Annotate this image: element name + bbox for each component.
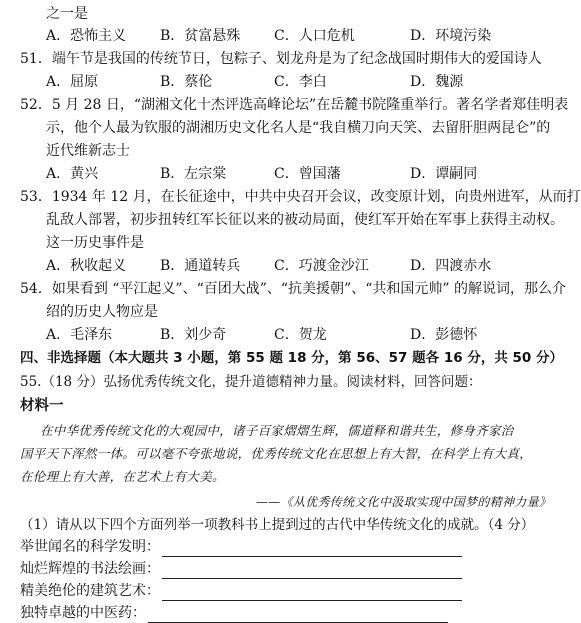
q53-option-a[interactable]: A．秋收起义 (46, 258, 127, 274)
q54-stem-line-2: 绍的历史人物应是 (46, 304, 158, 320)
q51-option-d[interactable]: D．魏源 (410, 74, 464, 90)
material-line-3: 在伦理上有大善，在艺术上有大美。 (20, 469, 225, 484)
q52-option-c[interactable]: C．曾国藩 (274, 166, 341, 182)
q51-option-c[interactable]: C．李白 (274, 74, 327, 90)
q50-options (46, 26, 546, 46)
q52-stem-line-2: 示，他个人最为钦服的湖湘历史文化名人是“我自横刀向天笑、去留肝胆两昆仑”的 (46, 120, 551, 136)
fill-row-3 (20, 581, 462, 601)
fill-label-4: 独特卓越的中医药： (20, 605, 146, 621)
q50-option-b[interactable]: B．贫富悬殊 (160, 28, 241, 44)
fill-label-2: 灿烂辉煌的书法绘画： (20, 561, 160, 577)
answer-blank-3[interactable] (162, 586, 462, 601)
q52-option-b[interactable]: B．左宗棠 (160, 166, 227, 182)
material-source: ——《从优秀传统文化中汲取实现中国梦的精神力量》 (256, 495, 552, 509)
q51-option-a[interactable]: A．屈原 (46, 74, 99, 90)
material-label: 材料一 (20, 398, 64, 414)
q54-options (46, 325, 546, 345)
q51-option-b[interactable]: B．蔡伦 (160, 74, 213, 90)
answer-blank-4[interactable] (148, 608, 448, 623)
q53-option-d[interactable]: D．四渡赤水 (410, 258, 492, 274)
q53-option-c[interactable]: C．巧渡金沙江 (274, 258, 369, 274)
fill-row-2 (20, 559, 462, 579)
q54-option-b[interactable]: B．刘少奇 (160, 327, 227, 343)
answer-blank-1[interactable] (162, 542, 462, 557)
fill-row-1 (20, 537, 462, 557)
q52-stem-line-3: 近代维新志士 (46, 143, 130, 159)
q50-stem-end: 之一是 (46, 6, 88, 22)
q50-option-a[interactable]: A．恐怖主义 (46, 28, 127, 44)
fill-label-1: 举世闻名的科学发明： (20, 539, 160, 555)
q51-stem: 51．端午节是我国的传统节日，包粽子、划龙舟是为了纪念战国时期伟大的爱国诗人 (20, 51, 542, 67)
q53-stem-line-3: 这一历史事件是 (46, 235, 144, 251)
material-line-2: 国平天下浑然一体。可以毫不夸张地说，优秀传统文化在思想上有大智，在科学上有大真， (20, 446, 533, 461)
q53-options (46, 256, 546, 276)
q54-option-a[interactable]: A．毛泽东 (46, 327, 113, 343)
q54-option-d[interactable]: D．彭德怀 (410, 327, 478, 343)
q52-option-a[interactable]: A．黄兴 (46, 166, 99, 182)
q51-options (46, 72, 546, 92)
q54-option-c[interactable]: C．贺龙 (274, 327, 327, 343)
q52-stem-line-1: 52．5 月 28 日，“湖湘文化十杰评选高峰论坛”在岳麓书院隆重举行。著名学者郑佳明表 (20, 97, 569, 113)
answer-blank-2[interactable] (162, 564, 462, 579)
section-title: 四、非选择题（本大题共 3 小题，第 55 题 18 分，第 56、57 题各 16 分，共 50 分） (20, 350, 564, 366)
q55-intro: 55.（18 分）弘扬优秀传统文化，提升道德精神力量。阅读材料，回答问题： (20, 374, 482, 390)
q54-stem-line-1: 54．如果看到 “平江起义”、“百团大战”、“抗美援朝”、“共和国元帅” 的解说词，那么介 (20, 281, 566, 297)
q53-stem-line-2: 乱敌人部署，初步扭转红军长征以来的被动局面，使红军开始在军事上获得主动权。 (46, 212, 564, 228)
q50-option-c[interactable]: C．人口危机 (274, 28, 355, 44)
q53-stem-line-1: 53．1934 年 12 月，在长征途中，中共中央召开会议，改变原计划，向贵州进军，从而打 (20, 189, 581, 205)
q53-option-b[interactable]: B．通道转兵 (160, 258, 241, 274)
q50-option-d[interactable]: D．环境污染 (410, 28, 492, 44)
q52-options (46, 164, 546, 184)
material-line-1: 在中华优秀传统文化的大观园中，诸子百家熠熠生辉，儒道释和谐共生，修身齐家治 (40, 423, 514, 438)
q52-option-d[interactable]: D．谭嗣同 (410, 166, 478, 182)
sub-question: （1）请从以下四个方面列举一项教科书上提到过的古代中华传统文化的成就。（4 分） (20, 517, 535, 533)
fill-label-3: 精美绝伦的建筑艺术： (20, 583, 160, 599)
fill-row-4 (20, 603, 448, 621)
